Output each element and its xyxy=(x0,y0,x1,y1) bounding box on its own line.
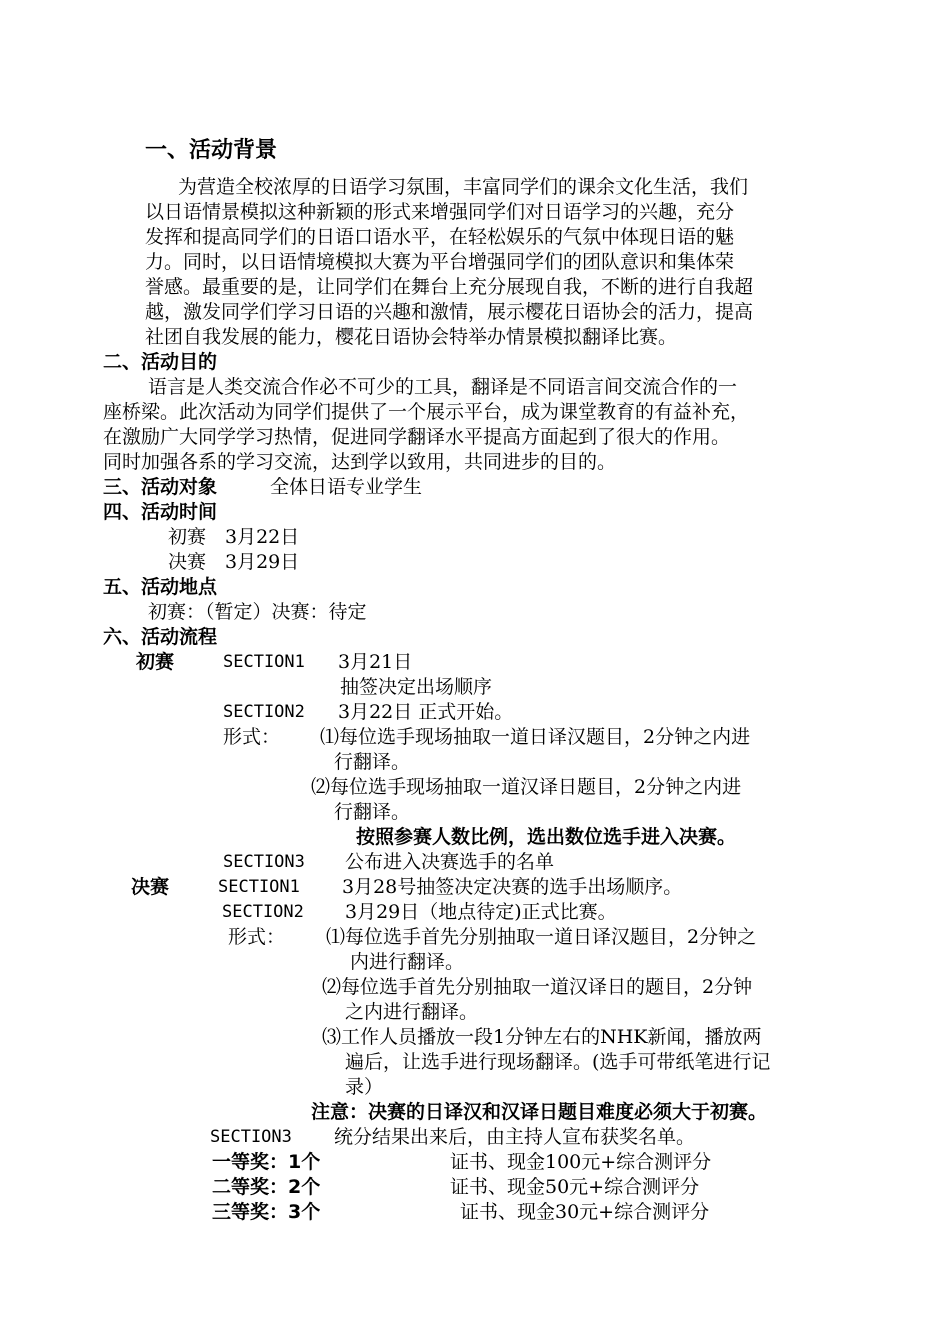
final-section3-code: SECTION3 xyxy=(210,1127,292,1147)
award-prize: 证书、现金100元+综合测评分 xyxy=(450,1151,712,1173)
section-heading-purpose: 二、活动目的 xyxy=(103,351,218,373)
background-paragraph-line: 誉感。最重要的是，让同学们在舞台上充分展现自我，不断的进行自我超 xyxy=(145,276,754,298)
background-paragraph-line: 力。同时，以日语情境模拟大赛为平台增强同学们的团队意识和集体荣 xyxy=(145,251,735,273)
final-format-item: ⑶工作人员播放一段1分钟左右的NHK新闻，播放两 xyxy=(322,1026,762,1048)
section-heading-process: 六、活动流程 xyxy=(103,626,218,648)
background-paragraph-line: 发挥和提高同学们的日语口语水平，在轻松娱乐的气氛中体现日语的魅 xyxy=(145,226,735,248)
award-name: 二等奖：2个 xyxy=(212,1176,321,1198)
prelim-section3-text: 公布进入决赛选手的名单 xyxy=(345,851,555,873)
section-heading-background: 一、活动背景 xyxy=(145,138,278,163)
award-prize: 证书、现金50元+综合测评分 xyxy=(450,1176,700,1198)
time-prelim: 初赛 3月22日 xyxy=(168,526,300,548)
award-name: 三等奖：3个 xyxy=(212,1201,321,1223)
target-value: 全体日语专业学生 xyxy=(270,476,423,498)
final-section1-text: 3月28号抽签决定决赛的选手出场顺序。 xyxy=(342,876,683,898)
prelim-format-item: ⑴每位选手现场抽取一道日译汉题目，2分钟之内进 xyxy=(320,726,751,748)
purpose-paragraph-line: 在激励广大同学学习热情，促进同学翻译水平提高方面起到了很大的作用。 xyxy=(103,426,731,448)
prelim-section1-note: 抽签决定出场顺序 xyxy=(340,676,493,698)
final-label: 决赛 xyxy=(131,876,170,898)
final-format-label: 形式： xyxy=(228,926,286,948)
award-name: 一等奖：1个 xyxy=(212,1151,321,1173)
prelim-label: 初赛 xyxy=(136,651,175,673)
background-paragraph-line: 越，激发同学们学习日语的兴趣和激情，展示樱花日语协会的活力，提高 xyxy=(145,301,754,323)
final-format-item-cont: 之内进行翻译。 xyxy=(345,1001,479,1023)
final-format-item-cont: 遍后，让选手进行现场翻译。(选手可带纸笔进行记 xyxy=(345,1051,771,1073)
section-heading-target: 三、活动对象 xyxy=(103,476,218,498)
purpose-paragraph-line: 语言是人类交流合作必不可少的工具，翻译是不同语言间交流合作的一 xyxy=(148,376,738,398)
time-final: 决赛 3月29日 xyxy=(168,551,300,573)
purpose-paragraph-line: 同时加强各系的学习交流，达到学以致用，共同进步的目的。 xyxy=(103,451,617,473)
background-paragraph-line: 以日语情景模拟这种新颖的形式来增强同学们对日语学习的兴趣，充分 xyxy=(145,201,735,223)
prelim-format-item-cont: 行翻译。 xyxy=(334,801,411,823)
final-format-item-cont: 内进行翻译。 xyxy=(350,951,465,973)
background-paragraph-line: 为营造全校浓厚的日语学习氛围，丰富同学们的课余文化生活，我们 xyxy=(178,176,749,198)
background-paragraph-line: 社团自我发展的能力，樱花日语协会特举办情景模拟翻译比赛。 xyxy=(145,326,678,348)
prelim-section1-code: SECTION1 xyxy=(223,652,305,672)
final-difficulty-note: 注意：决赛的日译汉和汉译日题目难度必须大于初赛。 xyxy=(311,1101,768,1123)
final-section2-text: 3月29日（地点待定)正式比赛。 xyxy=(345,901,617,923)
prelim-section1-date: 3月21日 xyxy=(338,651,413,673)
section-heading-time: 四、活动时间 xyxy=(103,501,218,523)
final-section2-code: SECTION2 xyxy=(222,902,304,922)
section-heading-venue: 五、活动地点 xyxy=(103,576,218,598)
award-prize: 证书、现金30元+综合测评分 xyxy=(460,1201,710,1223)
prelim-section3-code: SECTION3 xyxy=(223,852,305,872)
final-format-item-cont: 录） xyxy=(345,1076,384,1098)
prelim-section2-text: 3月22日 正式开始。 xyxy=(338,701,514,723)
final-format-item: ⑴每位选手首先分别抽取一道日译汉题目，2分钟之 xyxy=(326,926,757,948)
prelim-advance-rule: 按照参赛人数比例，选出数位选手进入决赛。 xyxy=(356,826,737,848)
purpose-paragraph-line: 座桥梁。此次活动为同学们提供了一个展示平台，成为课堂教育的有益补充， xyxy=(103,401,750,423)
final-section3-text: 统分结果出来后，由主持人宣布获奖名单。 xyxy=(334,1126,696,1148)
prelim-format-item: ⑵每位选手现场抽取一道汉译日题目，2分钟之内进 xyxy=(311,776,742,798)
final-section1-code: SECTION1 xyxy=(218,877,300,897)
venue-value: 初赛：（暂定）决赛：待定 xyxy=(148,601,367,623)
prelim-format-label: 形式： xyxy=(223,726,281,748)
prelim-format-item-cont: 行翻译。 xyxy=(334,751,411,773)
prelim-section2-code: SECTION2 xyxy=(223,702,305,722)
final-format-item: ⑵每位选手首先分别抽取一道汉译日的题目，2分钟 xyxy=(322,976,753,998)
